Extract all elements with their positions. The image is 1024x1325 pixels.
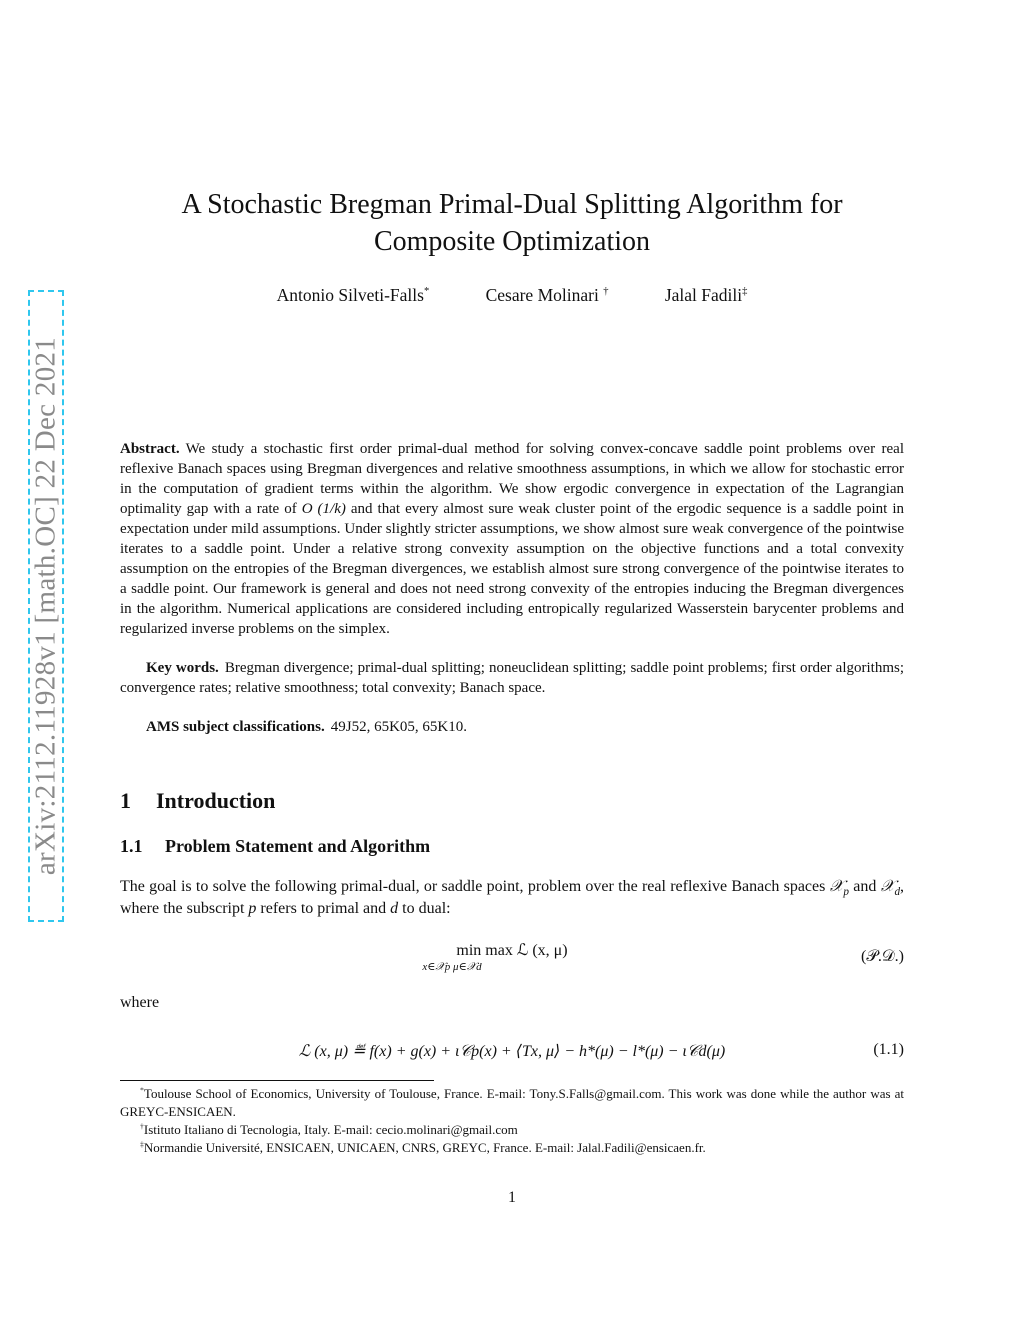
section-heading-introduction: [120, 788, 275, 814]
footnote-3: ‡Normandie Université, ENSICAEN, UNICAEN, CNRS, GREYC, France. E-mail: Jalal.Fadili@ensicaen.fr.: [140, 1139, 706, 1155]
abstract-label: Abstract.: [120, 441, 180, 457]
title-line-2: Composite Optimization: [373, 226, 651, 257]
subsection-number: 1.1: [120, 836, 143, 856]
arxiv-stamp: [28, 290, 64, 922]
keywords: [120, 658, 904, 698]
equation-minmax: min max ℒ (x, μ): [456, 942, 568, 959]
page-number: 1: [508, 1189, 516, 1206]
keywords-text: Bregman divergence; primal-dual splitting; noneuclidean splitting; saddle point problems; first order algorithms; convergence rates; relative smoothness; total convexity; Banach space.: [120, 660, 904, 696]
author-2: Cesare Molinari †: [485, 285, 609, 305]
ams-text: 49J52, 65K05, 65K10.: [330, 719, 468, 735]
lagrangian-equation: [120, 1041, 904, 1061]
author-1-footnote-mark: *: [423, 286, 430, 298]
author-3-footnote-mark: ‡: [742, 286, 748, 298]
convergence-rate: O (1/k): [301, 501, 346, 517]
arxiv-identifier: arXiv:2112.11928v1 [math.OC] 22 Dec 2021: [29, 336, 62, 876]
equation-tag-1-1: (1.1): [873, 1041, 904, 1058]
equation-limits: x∈𝒳p μ∈𝒳d: [422, 961, 482, 973]
keywords-label: Key words.: [146, 660, 219, 676]
paper-title: [120, 186, 904, 260]
footnote-divider: [120, 1080, 434, 1081]
footnote-2: †Istituto Italiano di Tecnologia, Italy. E-mail: cecio.molinari@gmail.com: [140, 1121, 518, 1137]
footnotes: [120, 1085, 904, 1157]
author-2-footnote-mark: †: [603, 286, 609, 298]
where-text: where: [120, 994, 160, 1011]
title-line-1: A Stochastic Bregman Primal-Dual Splitting Algorithm for: [181, 189, 843, 220]
section-title: Introduction: [156, 788, 276, 813]
author-1: Antonio Silveti-Falls*: [276, 285, 430, 305]
intro-paragraph: The goal is to solve the following primal-dual, or saddle point, problem over the real reflexive Banach spaces 𝒳$_p$ and 𝒳$_d$, where the subscript p refers to primal and d to dual:: [120, 878, 905, 917]
footnote-1: *Toulouse School of Economics, University of Toulouse, France. E-mail: Tony.S.Falls@gmail.com. This work was done while the author was at GREYC-ENSICAEN.: [120, 1085, 904, 1119]
primal-space-symbol: 𝒳$_p$: [829, 878, 849, 899]
abstract-text-2: and that every almost sure weak cluster point of the ergodic sequence is a saddle point in expectation under mild assumptions. Under slightly stricter assumptions, we show almost sure weak convergence of the pointwise iterates to a saddle point. Under a relative strong convexity assumption on the objective functions and a total convexity assumption on the entropies of the Bregman divergences, we establish almost sure strong convergence of the pointwise iterates to a saddle point. Our framework is general and does not need strong convexity of the entropies inducing the Bregman divergences in the algorithm. Numerical applications are considered including entropically regularized Wasserstein barycenter problems and regularized inverse problems on the simplex.: [120, 501, 904, 637]
ams-classifications: [120, 717, 904, 737]
saddle-point-equation: [120, 940, 904, 980]
ams-label: AMS subject classifications.: [146, 719, 325, 735]
author-list: [120, 285, 904, 306]
section-number: 1: [120, 788, 131, 813]
lagrangian-definition: ℒ (x, μ) ≝ f(x) + g(x) + ι𝒞p(x) + ⟨Tx, μ⟩ − h*(μ) − l*(μ) − ι𝒞d(μ): [298, 1043, 726, 1060]
author-3: Jalal Fadili‡: [664, 285, 748, 305]
subsection-title: Problem Statement and Algorithm: [165, 836, 431, 856]
abstract: [120, 439, 904, 639]
abstract-text-1: We study a stochastic first order primal-dual method for solving convex-concave saddle point problems over real reflexive Banach spaces using Bregman divergences and relative smoothness assumptions, in which we allow for stochastic error in the computation of gradient terms within the algorithm. We show ergodic convergence in expectation of the Lagrangian optimality gap with a rate of: [120, 441, 904, 517]
subsection-heading: [120, 836, 430, 857]
equation-tag-pd: (𝒫.𝒟.): [861, 948, 904, 965]
dual-space-symbol: 𝒳$_d$: [880, 878, 901, 899]
